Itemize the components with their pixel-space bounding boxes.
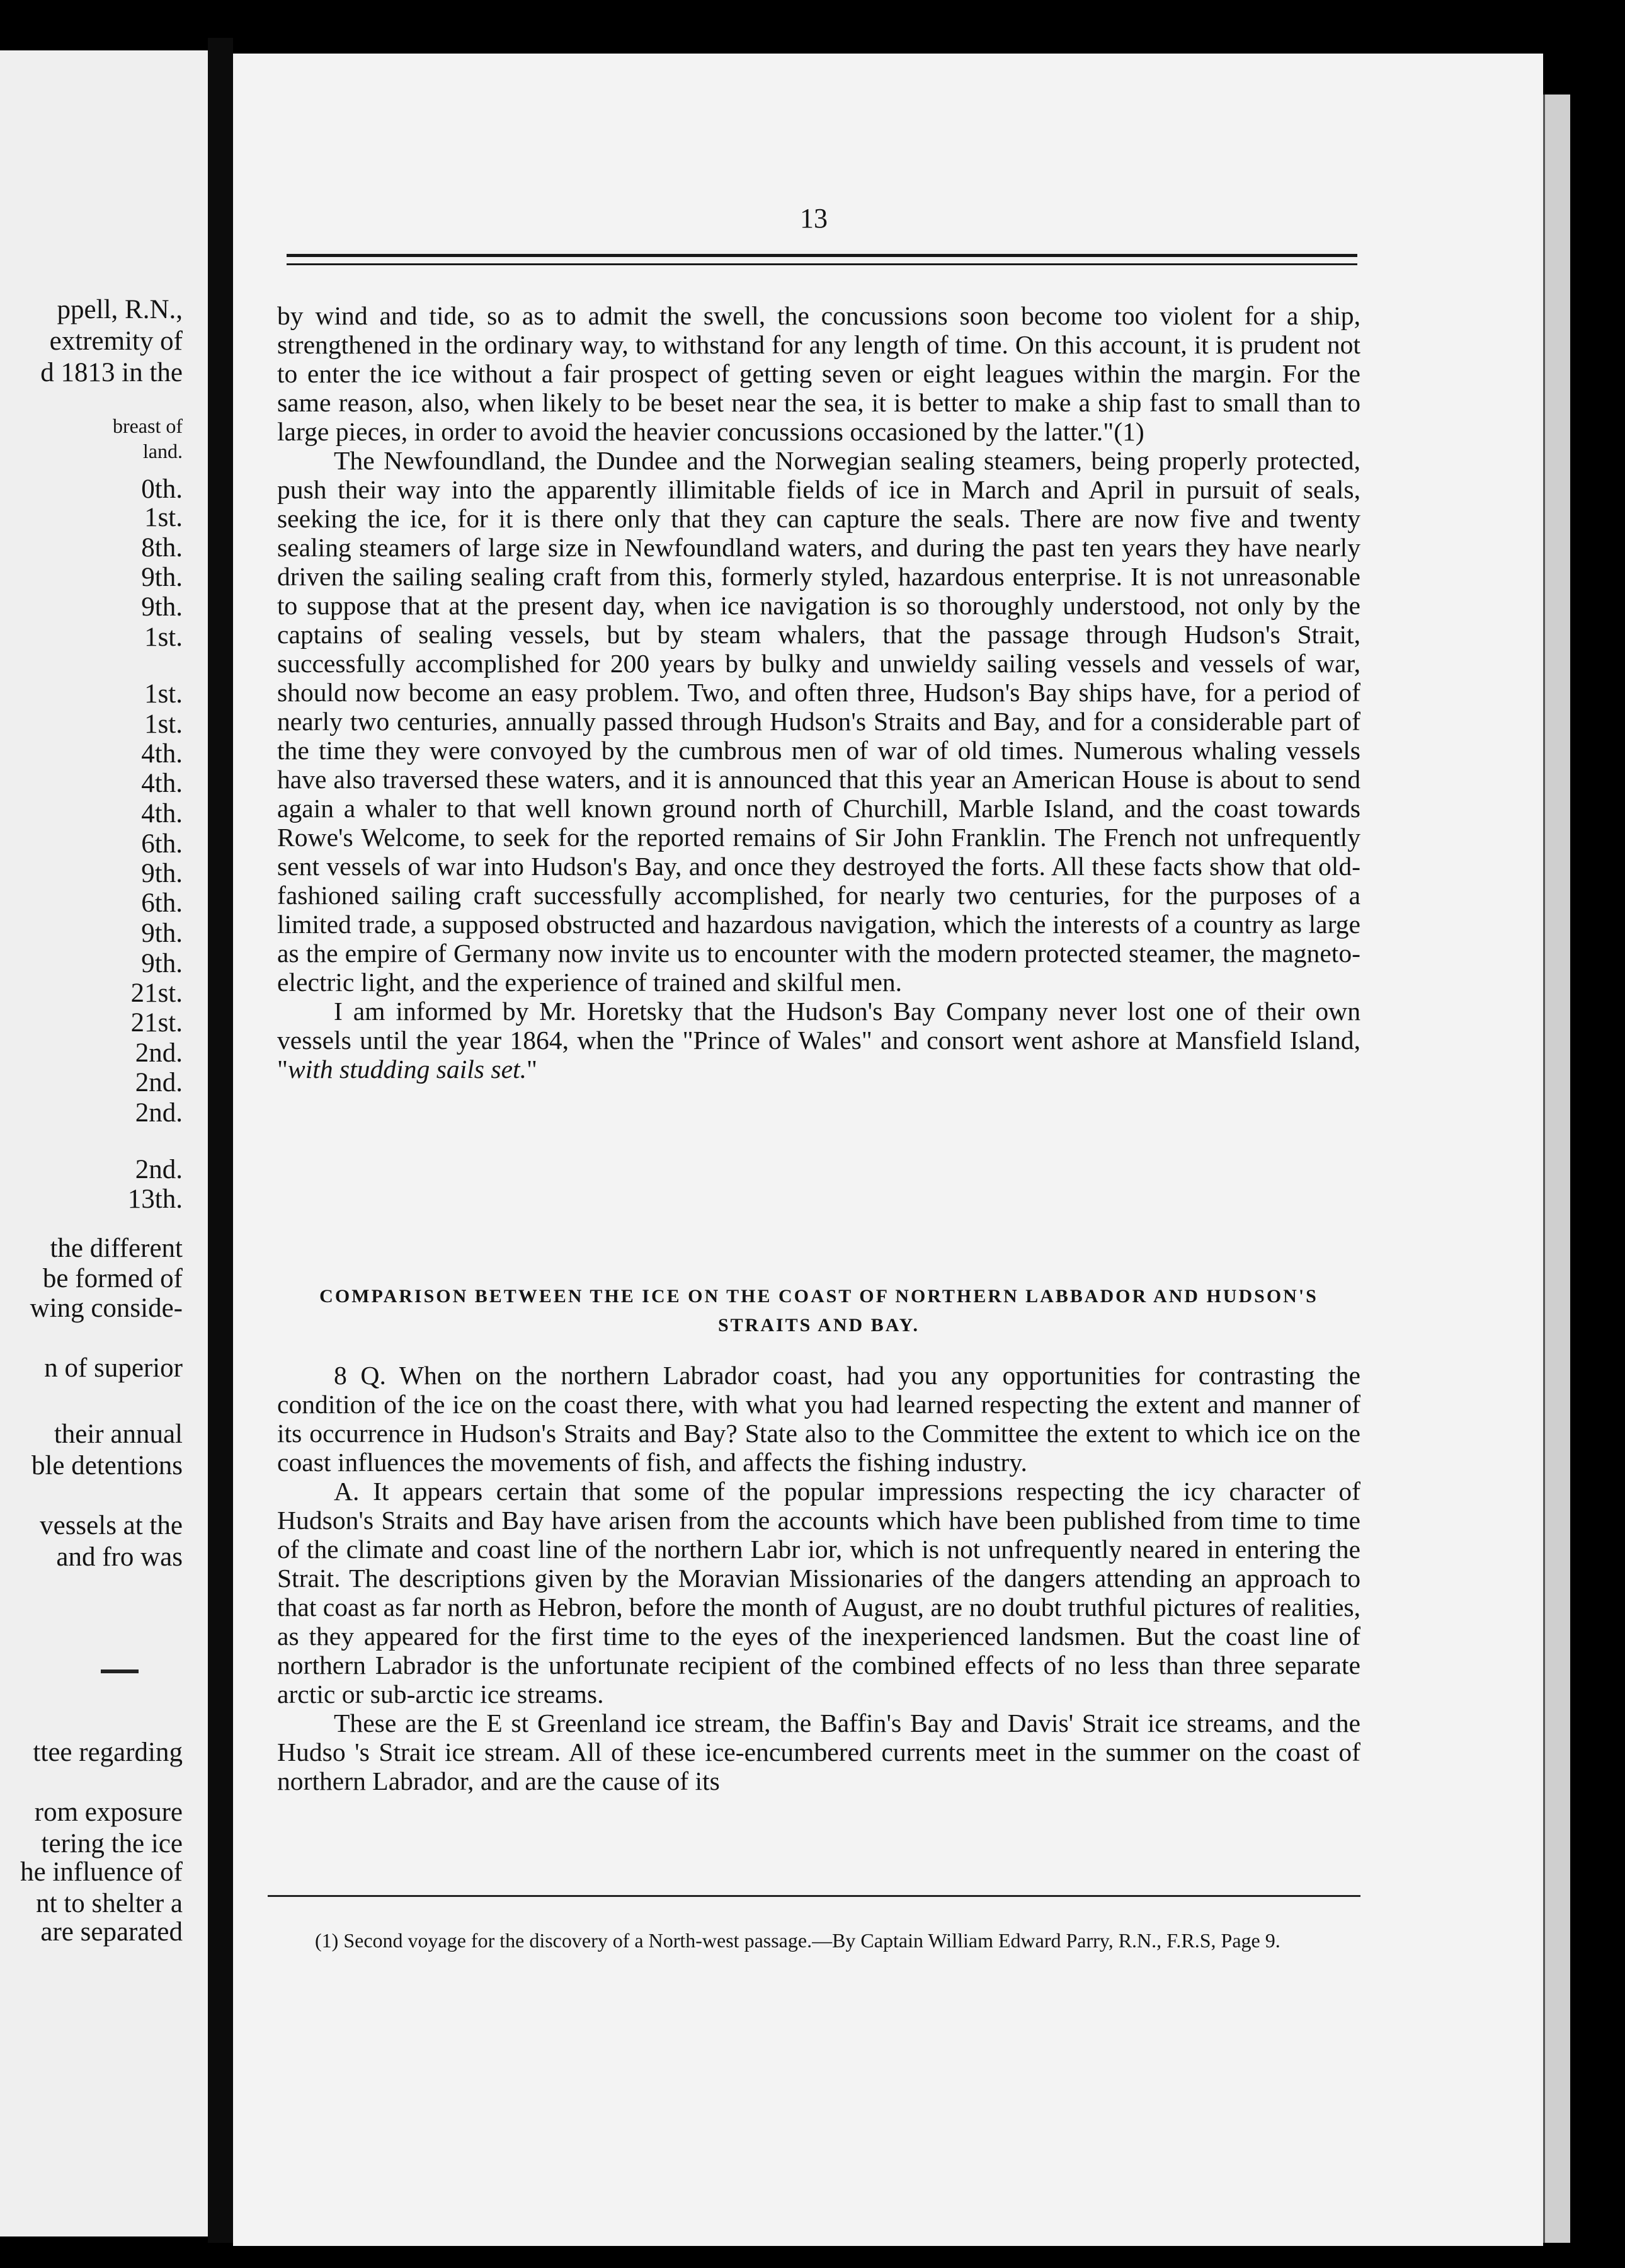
- left-page-line: 2nd.: [135, 1068, 183, 1097]
- left-page-line: 1st.: [144, 503, 183, 532]
- left-page-line: 8th.: [141, 533, 183, 563]
- left-page-line: and fro was: [56, 1542, 183, 1572]
- left-page-line: ble detentions: [31, 1451, 183, 1480]
- left-page-line: 21st.: [130, 978, 183, 1008]
- left-page-line: 0th.: [141, 474, 183, 504]
- footnote: [277, 1928, 1360, 1953]
- section-heading: COMPARISON BETWEEN THE ICE ON THE COAST OF NORTHERN LABBADOR AND HUDSON'S STRAITS AND BAY.: [319, 1286, 1318, 1336]
- left-page-line: be formed of: [42, 1264, 183, 1293]
- paragraph-horetsky-italic: with studding sails set.: [287, 1055, 527, 1084]
- left-page-line: 9th.: [141, 563, 183, 592]
- paragraph-continued: by wind and tide, so as to admit the swell, the concussions soon become too violent for a ship, strengthened in the ordinary way, to withstand for any length of time. On this account, it is prudent not to enter the ice without a fair prospect of getting seven or eight leagues within the margin. For the same reason, also, when likely to be beset near the sea, it is better to make a ship fast to small than to large pieces, in order to avoid the heavier concussions occasioned by the latter."(1): [277, 301, 1360, 446]
- left-page-line: nt to shelter a: [36, 1889, 183, 1918]
- header-rule-top: [287, 254, 1357, 257]
- left-page-line: 6th.: [141, 829, 183, 859]
- left-page-line: 6th.: [141, 888, 183, 918]
- paragraph-horetsky-text: I am informed by Mr. Horetsky that the Hudson's Bay Company never lost one of their own vessels until the year 1864, when the "Prince of Wales" and consort went ashore at Mansfield Island, ": [277, 997, 1360, 1084]
- left-page-line: ttee regarding: [33, 1738, 183, 1767]
- left-page-line: 1st.: [144, 709, 183, 739]
- left-page-line: land.: [142, 440, 183, 462]
- left-page-line: vessels at the: [40, 1511, 183, 1540]
- book-gutter: [208, 38, 233, 2243]
- left-page-line: d 1813 in the: [40, 358, 183, 387]
- left-page-ornament: [101, 1670, 139, 1673]
- left-page-line: 9th.: [141, 949, 183, 978]
- previous-page-fragment: [0, 50, 208, 2236]
- footnote-rule: [268, 1895, 1360, 1897]
- paragraph-horetsky: [277, 997, 1360, 1084]
- answer-paragraph-1: A. It appears certain that some of the popular impressions respecting the icy character of Hudson's Straits and Bay have arisen from the accounts which have been published from time to time of the climate and coast line of the northern Labr ior, which is not unfrequently neared in entering the Strait. The descriptions given by the Moravian Missionaries of the dangers attending an approach to that coast as far north as Hebron, before the month of August, are no doubt truthful pictures of realities, as they appeared for the first time to the eyes of the inexperienced landsmen. But the coast line of northern Labrador is the unfortunate recipient of the combined effects of no less than three separate arctic or sub-arctic ice streams.: [277, 1477, 1360, 1709]
- left-page-line: 4th.: [141, 739, 183, 769]
- left-page-line: their annual: [54, 1419, 183, 1449]
- left-page-line: 9th.: [141, 592, 183, 622]
- left-page-line: 1st.: [144, 679, 183, 709]
- question-8: 8 Q. When on the northern Labrador coast, had you any opportunities for contrasting the condition of the ice on the coast there, with what you had learned respecting the extent and manner of its occurrence in Hudson's Straits and Bay? State also to the Committee the extent to which ice on the coast influences the movements of fish, and affects the fishing industry.: [277, 1361, 1360, 1477]
- left-page-line: the different: [50, 1234, 183, 1263]
- paragraph-sealing-steamers: The Newfoundland, the Dundee and the Norwegian sealing steamers, being properly protected, push their way into the apparently illimitable fields of ice in March and April in pursuit of seals, seeking the ice, for it is there only that they can capture the seals. There are now five and twenty sealing steamers of large size in Newfoundland waters, and during the past ten years they have nearly driven the sailing sealing craft from this, formerly styled, hazardous enterprise. It is not unreasonable to suppose that at the present day, when ice navigation is so thoroughly understood, not only by the captains of sealing vessels, but by steam whalers, that the passage through Hudson's Strait, successfully accomplished for 200 years by bulky and unwieldy sailing vessels and vessels of war, should now become an easy problem. Two, and often three, Hudson's Bay ships have, for a period of nearly two centuries, annually passed through Hudson's Straits and Bay, and for a considerable part of the time they were convoyed by the cumbrous men of war of old times. Numerous whaling vessels have also traversed these waters, and it is announced that this year an American House is about to send again a whaler to that well known ground north of Churchill, Marble Island, and the coast towards Rowe's Welcome, to seek for the reported remains of Sir John Franklin. The French not unfrequently sent vessels of war into Hudson's Bay, and once they destroyed the forts. All these facts show that old-fashioned sailing craft successfully accomplished, for nearly two centuries, for the purposes of a limited trade, a supposed obstructed and hazardous navigation, which the interests of a country as large as the empire of Germany now invite us to encounter with the modern protected steamer, the magneto-electric light, and the experience of trained and skilful men.: [277, 446, 1360, 997]
- left-page-line: 2nd.: [135, 1155, 183, 1184]
- left-page-line: n of superior: [44, 1353, 183, 1383]
- footnote-text: (1) Second voyage for the discovery of a North-west passage.—By Captain William Edward Parry, R.N., F.R.S, Page 9.: [315, 1929, 1280, 1952]
- left-page-line: 21st.: [130, 1008, 183, 1038]
- left-page-line: extremity of: [49, 326, 183, 356]
- left-page-line: 2nd.: [135, 1098, 183, 1128]
- left-page-line: he influence of: [20, 1857, 183, 1887]
- left-page-line: 4th.: [141, 769, 183, 798]
- left-page-line: rom exposure: [34, 1797, 183, 1827]
- main-text-lower: [277, 1361, 1360, 1796]
- left-page-line: 2nd.: [135, 1038, 183, 1068]
- left-page-line: 1st.: [144, 622, 183, 652]
- left-page-line: wing conside-: [30, 1293, 183, 1323]
- page-number: 13: [800, 203, 828, 234]
- left-page-line: are separated: [40, 1917, 183, 1947]
- left-page-line: 9th.: [141, 859, 183, 888]
- paragraph-horetsky-end: ": [527, 1055, 537, 1084]
- answer-paragraph-2: These are the E st Greenland ice stream, the Baffin's Bay and Davis' Strait ice streams, and the Hudso 's Strait ice stream. All of these ice-encumbered currents meet in the summer on the coast of northern Labrador, and are the cause of its: [277, 1709, 1360, 1796]
- page-edge: [1543, 94, 1570, 2243]
- left-page-line: 13th.: [127, 1184, 183, 1214]
- header-rule-bottom: [287, 263, 1357, 265]
- left-page-line: 4th.: [141, 799, 183, 828]
- left-page-line: 9th.: [141, 919, 183, 948]
- main-text-upper: [277, 301, 1360, 1084]
- left-page-line: ppell, R.N.,: [57, 295, 183, 324]
- left-page-line: tering the ice: [41, 1829, 183, 1858]
- left-page-line: breast of: [112, 415, 183, 437]
